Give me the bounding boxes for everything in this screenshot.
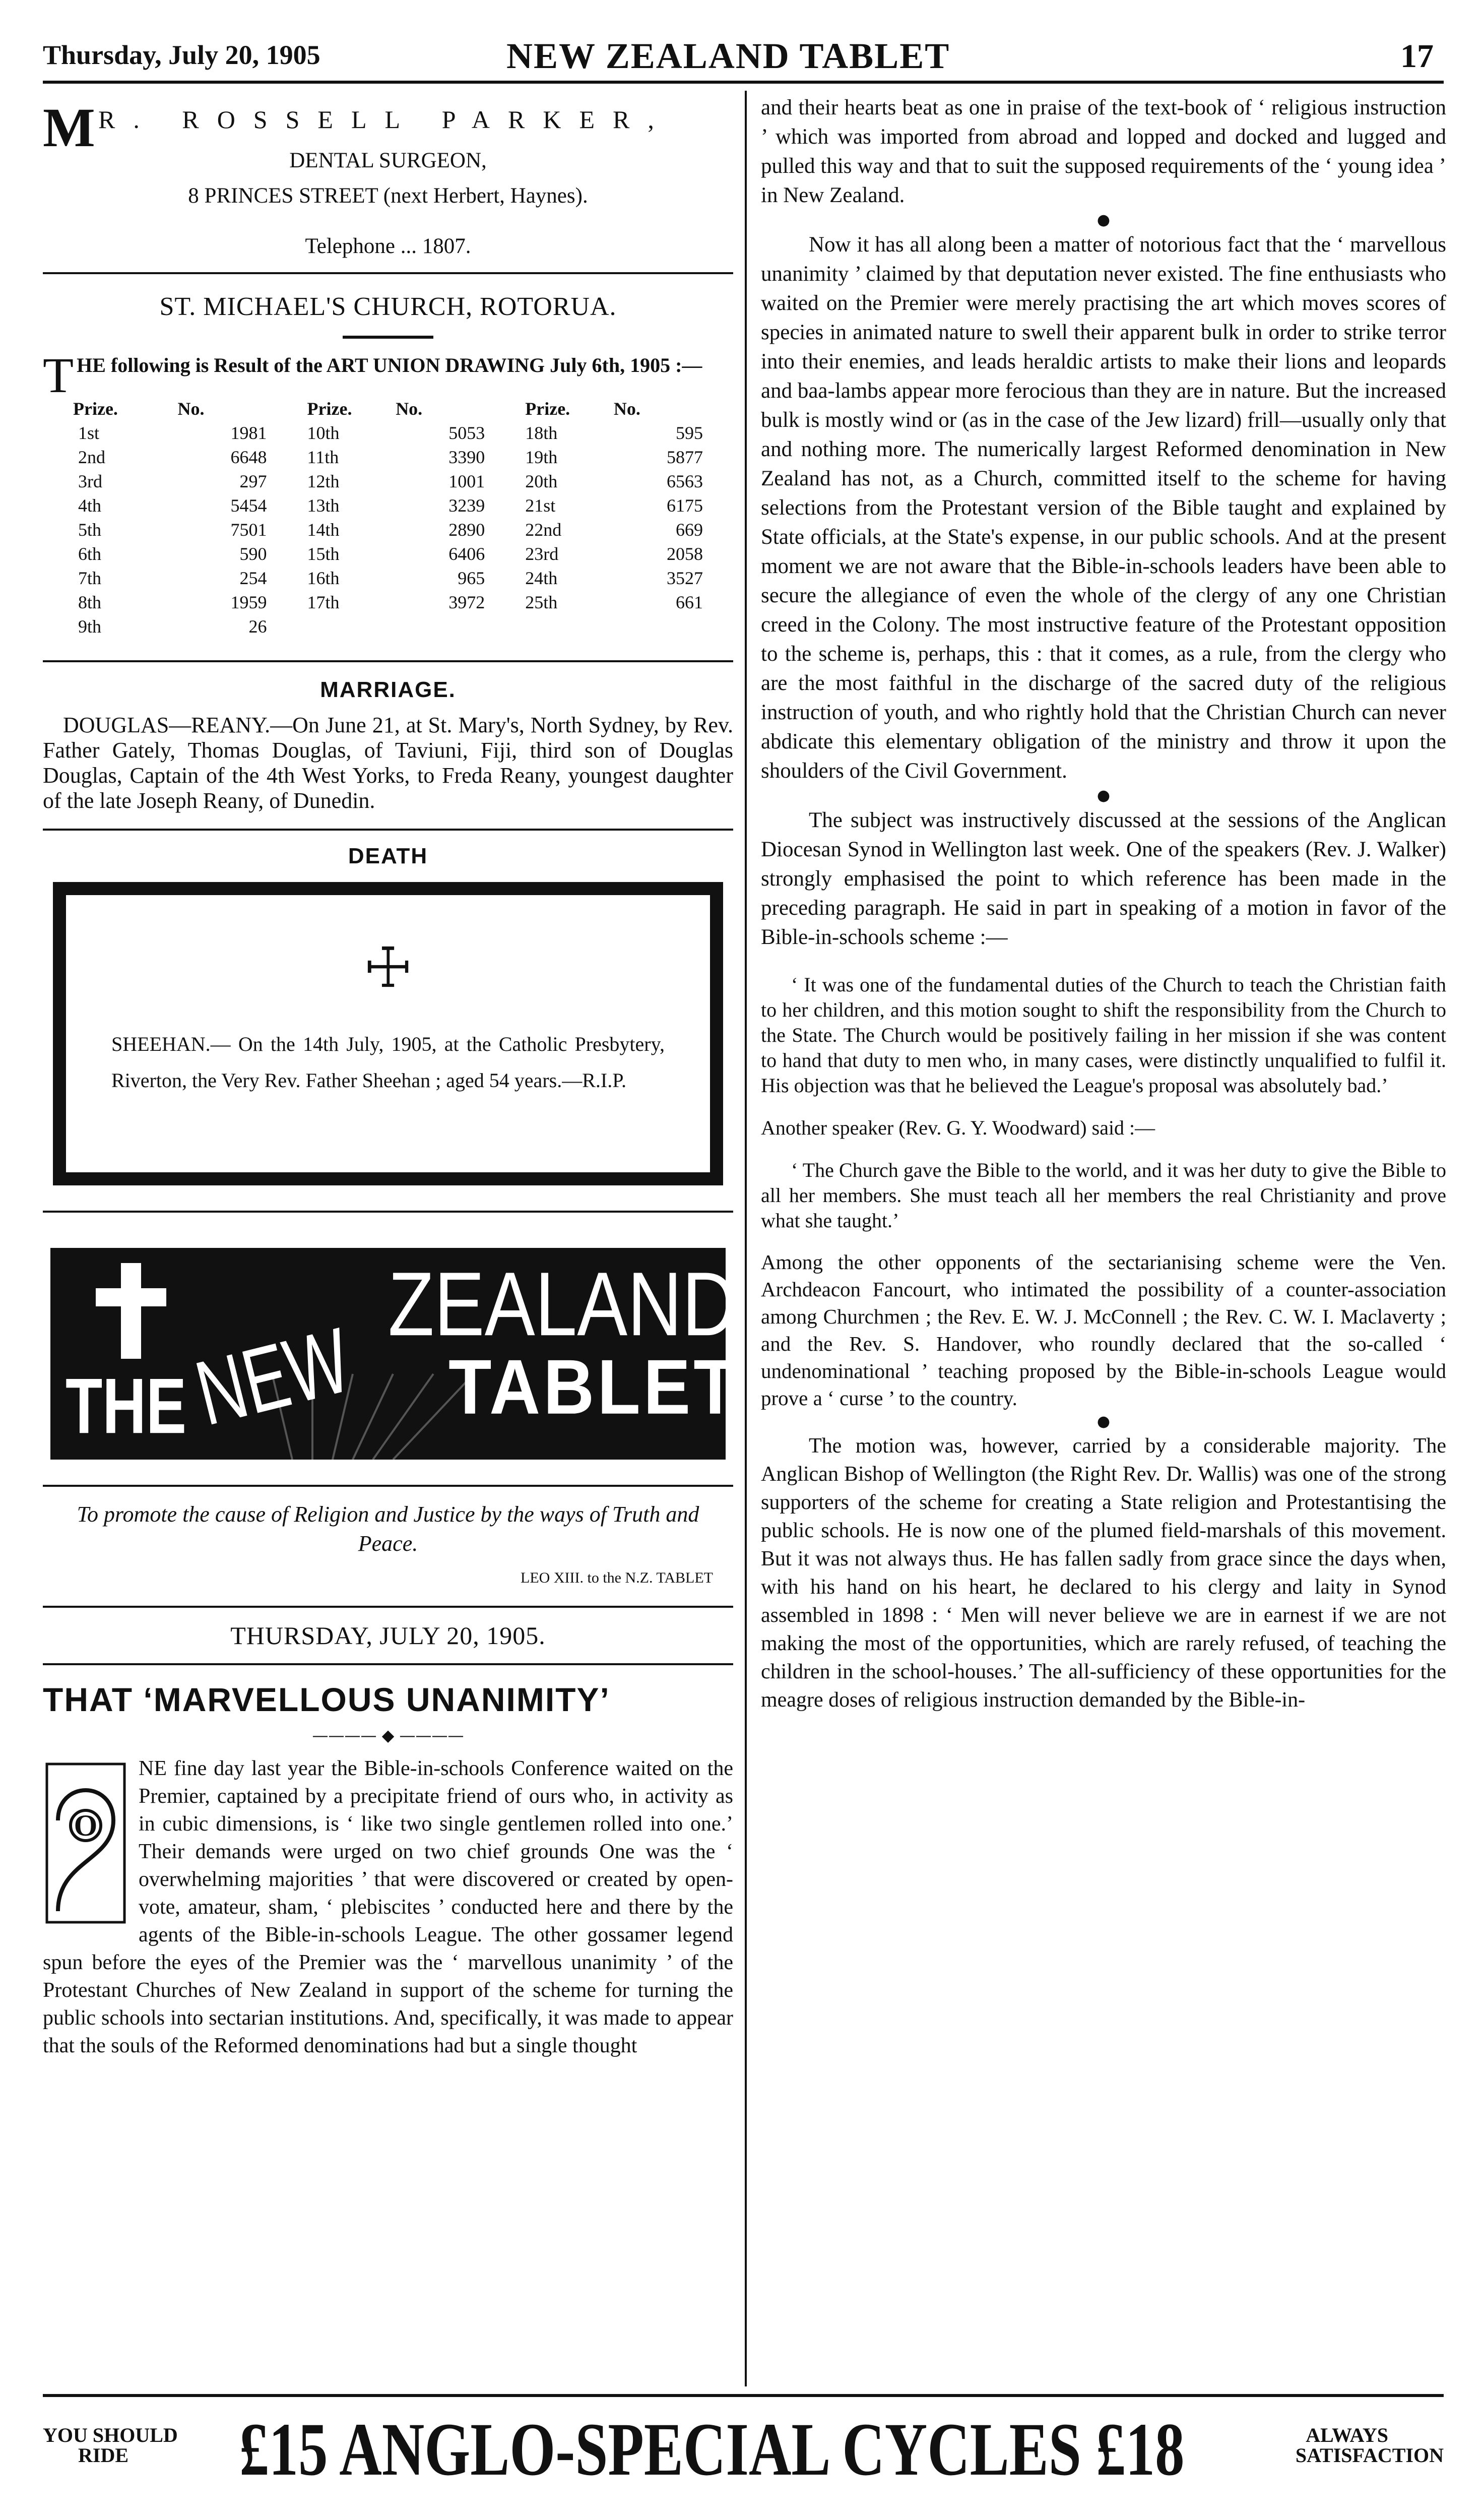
col-header: Prize. — [73, 399, 118, 419]
art-union-header-row — [43, 398, 733, 422]
divider — [43, 272, 733, 274]
table-cell: 2890 — [448, 520, 485, 540]
footer-ad-left-2: RIDE — [78, 2444, 129, 2467]
death-text: SHEEHAN.— On the 14th July, 1905, at the Catholic Presbytery, Riverton, the Very Rev. Father Sheehan ; aged 54 years.—R.I.P. — [111, 1033, 665, 1092]
ornate-drop-cap-icon — [43, 1760, 128, 1926]
divider — [43, 1211, 733, 1213]
table-cell: 1959 — [230, 592, 267, 612]
table-cell: 8th — [78, 592, 102, 612]
footer-ad — [43, 2394, 1444, 2498]
short-divider — [343, 336, 433, 339]
table-cell: 2058 — [667, 544, 703, 564]
ornament-divider: ———— ◆ ———— — [312, 1726, 464, 1745]
divider — [43, 1606, 733, 1608]
table-cell: 5877 — [667, 447, 703, 467]
col-header: No. — [177, 399, 205, 419]
table-cell: 1981 — [230, 423, 267, 443]
table-cell: 10th — [307, 423, 340, 443]
death-notice-border — [53, 882, 723, 1185]
col-header: No. — [613, 399, 640, 419]
table-cell: 254 — [239, 568, 267, 588]
table-cell: 6175 — [667, 495, 703, 516]
dentist-initial: M — [43, 97, 95, 158]
quote-walker: ‘ It was one of the fundamental duties of the Church to teach the Christian faith to her children, and this motion sought to shift the responsibility from the Church to the State. The Church would be positively failing in her mission if she was content to hand that duty to men who, in many cases, were distinctly unqualified to fulfil it. His objection was that he believed the League's proposal was absolutely bad.’ — [761, 973, 1446, 1097]
col-header: Prize. — [525, 399, 570, 419]
dateline: THURSDAY, JULY 20, 1905. — [230, 1621, 546, 1650]
art-union-intro — [43, 347, 733, 403]
logo-zealand: ZEALAND — [388, 1253, 737, 1355]
table-cell: 6th — [78, 544, 102, 564]
table-cell: 7501 — [230, 520, 267, 540]
tablet-masthead-logo — [50, 1248, 740, 1460]
table-row — [43, 592, 733, 616]
article-left-body — [43, 1755, 733, 2060]
footer-ad-left-1: YOU SHOULD — [43, 2424, 178, 2446]
quote-woodward: ‘ The Church gave the Bible to the world, and it was her duty to give the Bible to all her members. She must teach all her members the real Christianity and prove what she taught.’ — [761, 1159, 1446, 1232]
table-cell: 7th — [78, 568, 102, 588]
table-cell: 3527 — [667, 568, 703, 588]
dentist-address: 8 PRINCES STREET (next Herbert, Haynes). — [188, 184, 588, 208]
table-row — [43, 568, 733, 592]
table-cell — [297, 616, 396, 640]
table-cell: 11th — [307, 447, 339, 467]
table-cell: 22nd — [525, 520, 562, 540]
dentist-title: DENTAL SURGEON, — [289, 149, 487, 172]
logo-tablet: TABLET — [448, 1343, 740, 1430]
dentist-telephone: Telephone ... 1807. — [305, 234, 471, 258]
divider — [43, 829, 733, 831]
table-cell: 20th — [525, 471, 558, 491]
dentist-name: R. ROSSELL PARKER, — [98, 105, 672, 134]
art-union-heading: ST. MICHAEL'S CHURCH, ROTORUA. — [159, 292, 617, 321]
logo-new: NEW — [186, 1308, 360, 1445]
table-row — [43, 495, 733, 519]
table-cell: 21st — [525, 495, 556, 516]
table-cell: 5th — [78, 520, 102, 540]
cross-icon: ☩ — [363, 935, 413, 1000]
table-row — [43, 447, 733, 471]
table-cell: 6648 — [230, 447, 267, 467]
table-row — [43, 543, 733, 568]
table-cell: 14th — [307, 520, 340, 540]
dentist-ad — [43, 96, 733, 272]
table-cell: 6406 — [448, 544, 485, 564]
table-cell — [515, 616, 614, 640]
table-cell: 5053 — [448, 423, 485, 443]
death-heading: DEATH — [348, 844, 428, 868]
table-cell: 661 — [676, 592, 703, 612]
col-header: No. — [396, 399, 423, 419]
table-cell: 1001 — [448, 471, 485, 491]
table-cell: 25th — [525, 592, 558, 612]
table-cell: 669 — [676, 520, 703, 540]
article-headline: THAT ‘MARVELLOUS UNANIMITY’ — [43, 1681, 610, 1718]
header-title: NEW ZEALAND TABLET — [506, 36, 950, 76]
art-union-table — [43, 398, 733, 640]
table-cell: 23rd — [525, 544, 559, 564]
footer-ad-right-2: SATISFACTION — [1295, 2444, 1444, 2467]
page-number: 17 — [1400, 38, 1434, 75]
art-union-intro-text: HE following is Result of the ART UNION DRAWING July 6th, 1905 :— — [77, 354, 702, 376]
article-right-p1: and their hearts beat as one in praise of the text-book of ‘ religious instruction ’ which was imported from abroad and lopped and docked and lugged and pulled this way and that to suit the supposed requirements of the ‘ young idea ’ in New Zealand. — [761, 96, 1446, 207]
col-header: Prize. — [307, 399, 352, 419]
table-cell: 5454 — [230, 495, 267, 516]
footer-ad-right-1: ALWAYS — [1306, 2424, 1388, 2446]
article-right-p2: Now it has all along been a matter of notorious fact that the ‘ marvellous unanimity ’ claimed by that deputation never existed. The fine enthusiasts who waited on the Premier were merely practising the art which moves scores of species in animated nature to swell their apparent bulk in order to strike terror into their enemies, and leads heraldic artists to make their lions and leopards and baa-lambs appear more ferocious than they are in nature. But the increased bulk is mostly wind or (as in the case of the Jew lizard) frill—usually only that and nothing more. The numerically largest Reformed denomination in New Zealand has not, as a Church, committed itself to the scheme for having selections from the Protestant version of the Bible taught and explained by State officials, at the State's expense, in our public schools. And at the present moment we are not aware that the Bible-in-schools leaders have been able to secure the allegiance of even the whole of the clergy of any one Christian creed in the Colony. The most instructive feature of the Protestant opposition to the scheme is, perhaps, this : that it comes, as a rule, from the clergy who are the most faithful in the discharge of the sacred duty of the religious instruction of youth, and who rightly hold that the Christian Church can never abdicate this elementary obligation of the ministry and throw it upon the shoulders of the Civil Government. — [761, 233, 1446, 783]
table-cell: 3rd — [78, 471, 102, 491]
masthead-attribution: LEO XIII. to the N.Z. TABLET — [521, 1569, 713, 1586]
marriage-heading: MARRIAGE. — [320, 677, 456, 702]
table-cell: 297 — [239, 471, 267, 491]
table-cell — [614, 616, 733, 640]
table-cell: 16th — [307, 568, 340, 588]
speaker-woodward: Another speaker (Rev. G. Y. Woodward) said :— — [761, 1116, 1155, 1139]
header-date: Thursday, July 20, 1905 — [43, 40, 320, 70]
table-cell: 15th — [307, 544, 340, 564]
table-row — [43, 471, 733, 495]
table-cell: 24th — [525, 568, 558, 588]
table-cell: 965 — [458, 568, 485, 588]
table-cell: 4th — [78, 495, 102, 516]
table-cell: 9th — [78, 616, 102, 637]
table-cell: 12th — [307, 471, 340, 491]
column-divider — [745, 91, 747, 2386]
table-cell: 3390 — [448, 447, 485, 467]
table-cell: 6563 — [667, 471, 703, 491]
divider — [43, 660, 733, 662]
table-cell: 595 — [676, 423, 703, 443]
art-union-intro-cap: T — [43, 347, 74, 403]
table-cell: 17th — [307, 592, 340, 612]
right-column — [761, 93, 1446, 1714]
table-row — [43, 422, 733, 447]
article-right-p5: The motion was, however, carried by a considerable majority. The Anglican Bishop of Wellington (the Right Rev. Dr. Wallis) was one of the strong supporters of the scheme for creating a State religion and Protestantising the public schools. He is now one of the plumed field-marshals of this movement. But it was not always thus. He has fallen sadly from grace since the days when, with his hand on his heart, he declared to his clergy and laity in Synod assembled in 1898 : ‘ Men will never believe we are in earnest if we are not making the most of the opportunities, which are rarely refused, of teaching the children in the school-houses.’ The all-sufficiency of these opportunities for the meagre doses of religious instruction demanded by the Bible-in- — [761, 1434, 1446, 1712]
article-right-p3: The subject was instructively discussed at the sessions of the Anglican Diocesan Synod in Wellington last week. One of the speakers (Rev. J. Walker) strongly emphasised the point to which reference has been made in the preceding paragraph. He said in part in speaking of a motion in favor of the Bible-in-schools scheme :— — [761, 808, 1446, 949]
table-row — [43, 616, 733, 640]
left-column — [43, 96, 740, 2060]
article-right-p4: Among the other opponents of the sectarianising scheme were the Ven. Archdeacon Fancourt, who intimated the possibility of a counter-association among Churchmen ; the Rev. E. W. J. McConnell ; the Rev. C. W. I. Maclaverty ; and the Rev. S. Handover, who roundly declared that the so-called ‘ undenominational ’ teaching proposed by the Bible-in-schools League would prove a ‘ curse ’ to the country. — [761, 1250, 1446, 1410]
separator-dot: ● — [1096, 211, 1111, 229]
table-row — [43, 519, 733, 543]
drop-cap-letter: O — [74, 1809, 98, 1842]
logo-the: THE — [66, 1362, 186, 1451]
table-cell — [396, 616, 515, 640]
divider — [43, 1663, 733, 1665]
table-cell: 19th — [525, 447, 558, 467]
table-cell: 13th — [307, 495, 340, 516]
footer-ad-main: £15 ANGLO-SPECIAL CYCLES £18 — [239, 2408, 1185, 2491]
page-header — [43, 35, 1444, 84]
separator-dot: ● — [1096, 787, 1111, 804]
table-cell: 26 — [248, 616, 267, 637]
table-cell: 3972 — [448, 592, 485, 612]
divider — [43, 1485, 733, 1487]
marriage-text: DOUGLAS—REANY.—On June 21, at St. Mary's, North Sydney, by Rev. Father Gately, Thomas Douglas, of Taviuni, Fiji, third son of Douglas Douglas, Captain of the 4th West Yorks, to Freda Reany, youngest daughter of the late Joseph Reany, of Dunedin. — [43, 713, 733, 813]
masthead-motto: To promote the cause of Religion and Justice by the ways of Truth and Peace. — [77, 1502, 699, 1556]
separator-dot: ● — [1096, 1413, 1111, 1430]
table-cell: 2nd — [78, 447, 105, 467]
table-cell: 590 — [239, 544, 267, 564]
article-left-text: NE fine day last year the Bible-in-schools Conference waited on the Premier, captained by a precipitate friend of ours who, in activity as in cubic dimensions, is ‘ like two single gentlemen rolled into one.’ Their demands were urged on two chief grounds One was the ‘ overwhelming majorities ’ that were discovered or created by open-vote, amateur, sham, ‘ plebiscites ’ conducted here and there by the agents of the Bible-in-schools League. The other gossamer legend spun before the eyes of the Premier was the ‘ marvellous unanimity ’ of the Protestant Churches of New Zealand in support of the scheme for turning the public schools into sectarian institutions. And, specifically, it was made to appear that the souls of the Reformed denominations had but a single thought — [43, 1757, 733, 2057]
table-cell: 18th — [525, 423, 558, 443]
table-cell: 1st — [78, 423, 100, 443]
table-cell: 3239 — [448, 495, 485, 516]
